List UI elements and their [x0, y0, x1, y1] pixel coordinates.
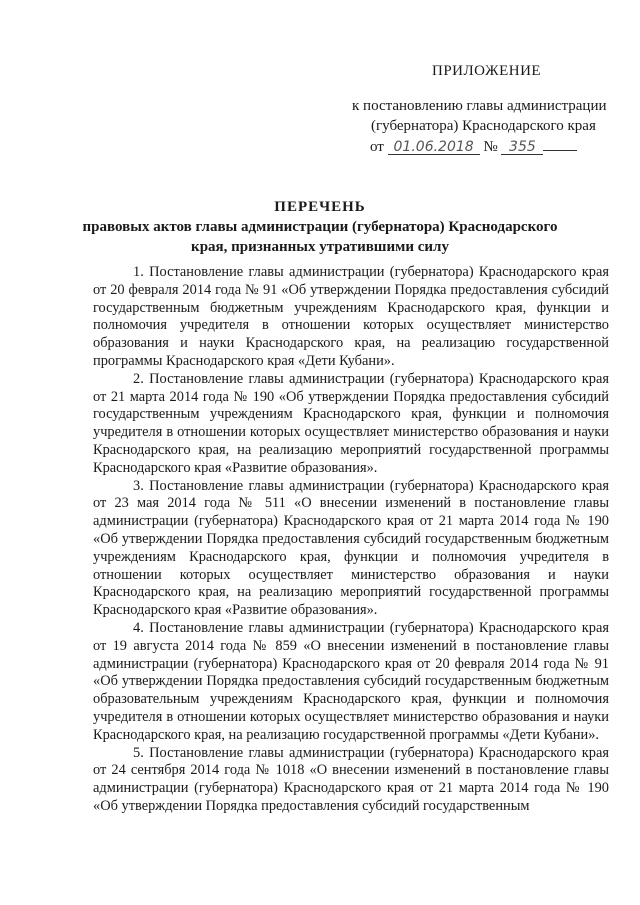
appendix-date-line: [370, 138, 577, 156]
list-item: 5. Постановление главы администрации (губернатора) Краснодарского края от 24 сентября 2014 года № 1018 «О внесении изменений в постановление главы администрации (губернатора) Краснодарского края от 21 марта 2014 года № 190 «Об утверждении Порядка предоставления субсидий государственным: [93, 744, 609, 814]
list-item: 2. Постановление главы администрации (губернатора) Краснодарского края от 21 марта 2014 года № 190 «Об утверждении Порядка предоставления субсидий государственным учреждениям Краснодарского края, функции и полномочия учредителя в отношении которых осуществляет министерство образования и науки Краснодарского края, на реализацию мероприятий государственной программы Краснодарского края «Развитие образования».: [93, 370, 609, 476]
list-item: 1. Постановление главы администрации (губернатора) Краснодарского края от 20 февраля 2014 года № 91 «Об утверждении Порядка предоставления субсидий государственным бюджетным учреждениям Краснодарского края, функции и полномочия учредителя в отношении которых осуществляет министерство образования и науки Краснодарского края, на реализацию государственной программы Краснодарского края «Дети Кубани».: [93, 264, 609, 369]
appendix-line-2: (губернатора) Краснодарского края: [371, 118, 596, 134]
document-title: ПЕРЕЧЕНЬ: [274, 199, 366, 215]
document-subtitle-2: края, признанных утратившими силу: [191, 239, 449, 255]
document-subtitle-1: правовых актов главы администрации (губернатора) Краснодарского: [82, 219, 558, 235]
appendix-line-1: к постановлению главы администрации: [352, 98, 607, 114]
appendix-title: ПРИЛОЖЕНИЕ: [432, 63, 542, 79]
list-item: 4. Постановление главы администрации (губернатора) Краснодарского края от 19 августа 2014 года № 859 «О внесении изменений в постановление главы администрации (губернатора) Краснодарского края от 20 февраля 2014 года № 91 «Об утверждении Порядка предоставления субсидий государственным бюджетным образовательным учреждениям Краснодарского края, функции и полномочия учредителя в отношении которых осуществляет министерство образования и науки Краснодарского края, на реализацию государственной программы «Дети Кубани».: [93, 619, 609, 743]
handwritten-number: 355: [501, 140, 543, 155]
acts-list: [93, 264, 609, 816]
list-item: 3. Постановление главы администрации (губернатора) Краснодарского края от 23 мая 2014 года № 511 «О внесении изменений в постановление главы администрации (губернатора) Краснодарского края от 21 марта 2014 года № 190 «Об утверждении Порядка предоставления субсидий государственным бюджетным учреждениям Краснодарского края, функции и полномочия учредителя в отношении которых осуществляет министерство образования и науки Краснодарского края, на реализацию мероприятий государственной программы Краснодарского края «Развитие образования».: [93, 477, 609, 619]
from-label: от: [370, 139, 384, 155]
number-underline: [543, 138, 577, 151]
number-label: №: [483, 139, 498, 155]
handwritten-date: 01.06.2018: [388, 140, 480, 155]
